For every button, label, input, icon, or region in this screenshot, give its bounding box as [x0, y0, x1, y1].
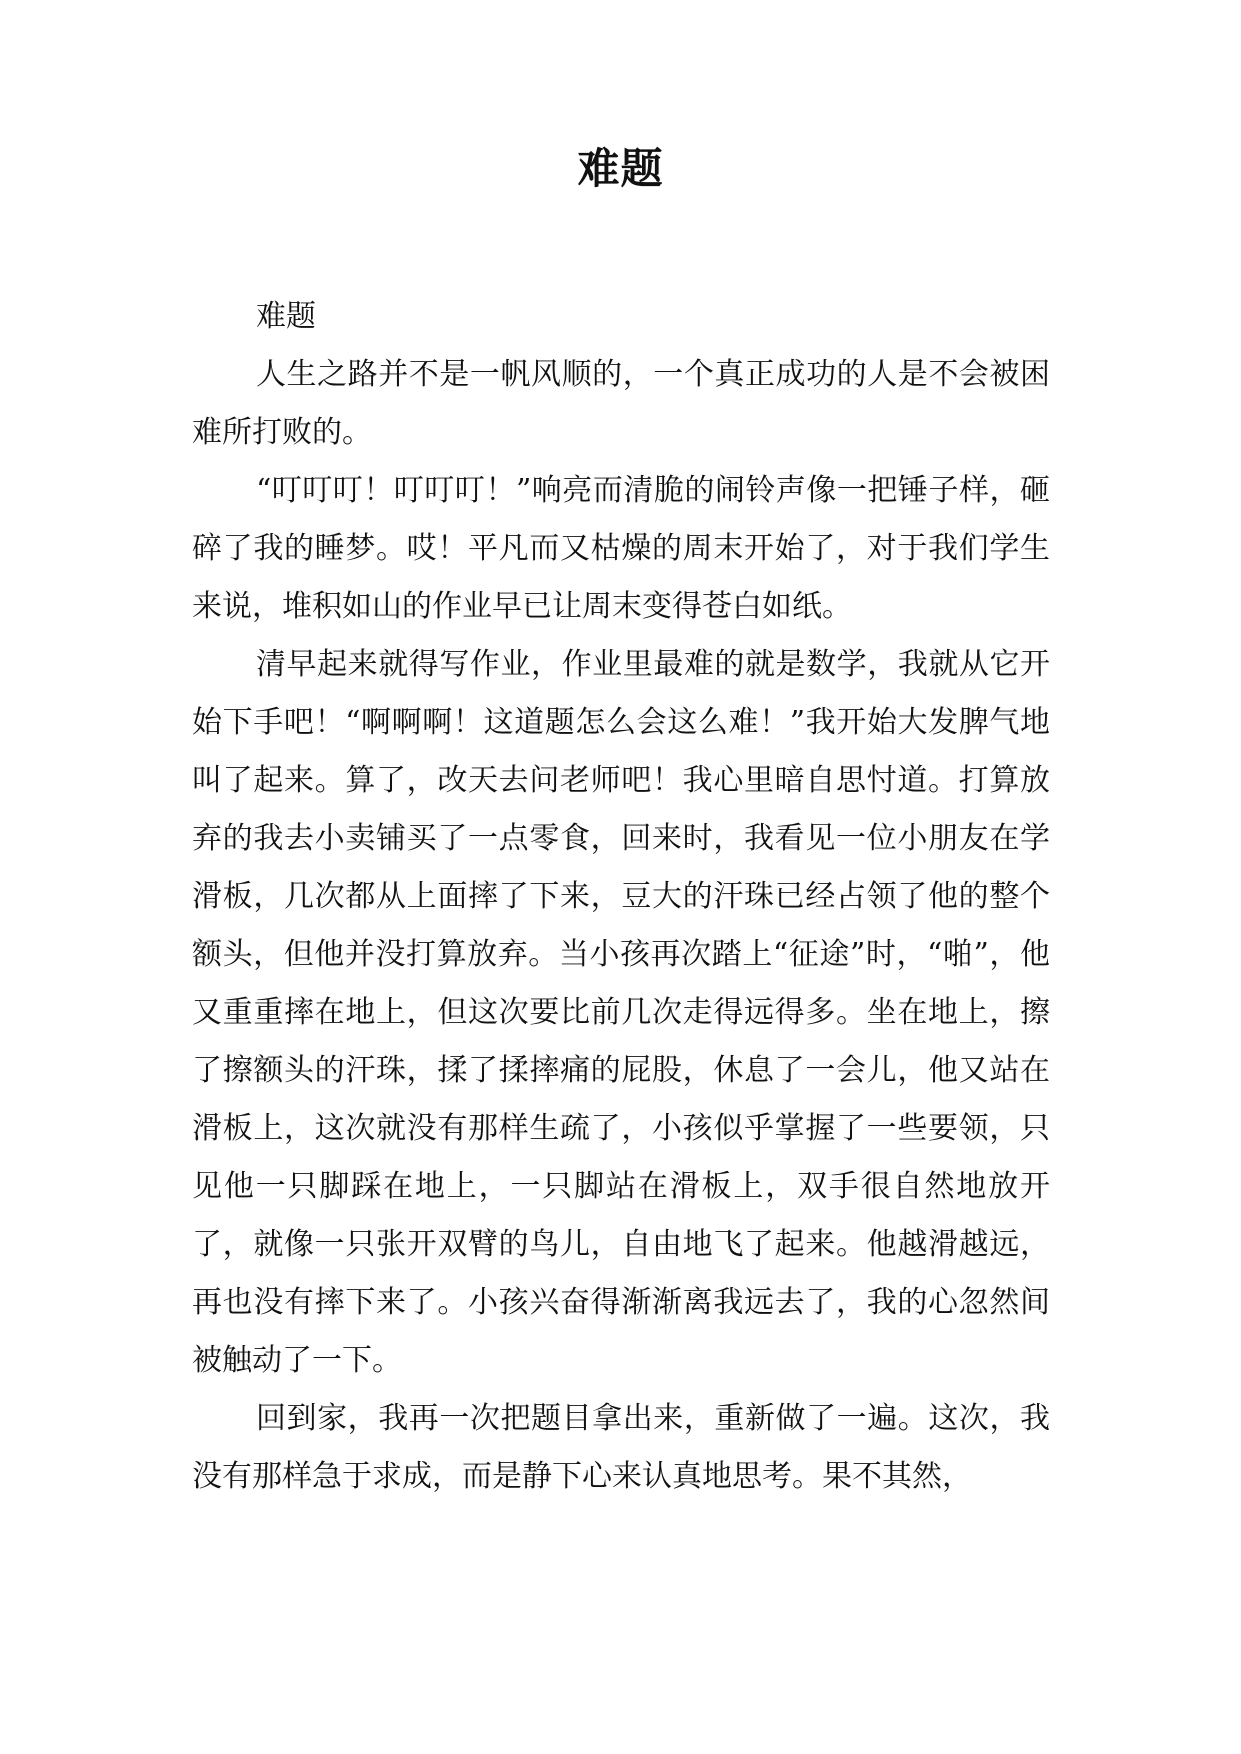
paragraph-alarm: “叮叮叮！叮叮叮！”响亮而清脆的闹铃声像一把锤子样，砸碎了我的睡梦。哎！平凡而又枯燥的周末开始了，对于我们学生来说，堆积如山的作业早已让周末变得苍白如纸。 [192, 473, 1050, 624]
paragraph-skateboard: 清早起来就得写作业，作业里最难的就是数学，我就从它开始下手吧！“啊啊啊！这道题怎么会这么难！”我开始大发脾气地叫了起来。算了，改天去问老师吧！我心里暗自思忖道。打算放弃的我去小卖铺买了一点零食，回来时，我看见一位小朋友在学滑板，几次都从上面摔了下来，豆大的汗珠已经占领了他的整个额头，但他并没打算放弃。当小孩再次踏上“征途”时，“啪”，他又重重摔在地上，但这次要比前几次走得远得多。坐在地上，擦了擦额头的汗珠，揉了揉摔痛的屁股，休息了一会儿，他又站在滑板上，这次就没有那样生疏了，小孩似乎掌握了一些要领，只见他一只脚踩在地上，一只脚站在滑板上，双手很自然地放开了，就像一只张开双臂的鸟儿，自由地飞了起来。他越滑越远，再也没有摔下来了。小孩兴奋得渐渐离我远去了，我的心忽然间被触动了一下。 [192, 647, 1050, 1378]
paragraph-intro: 人生之路并不是一帆风顺的，一个真正成功的人是不会被困难所打败的。 [192, 357, 1050, 450]
paragraph-heading: 难题 [256, 299, 316, 334]
paragraph-home: 回到家，我再一次把题目拿出来，重新做了一遍。这次，我没有那样急于求成，而是静下心来认真地思考。果不其然， [192, 1401, 1050, 1494]
document-body [192, 288, 1050, 1506]
document-title: 难题 [577, 144, 664, 193]
